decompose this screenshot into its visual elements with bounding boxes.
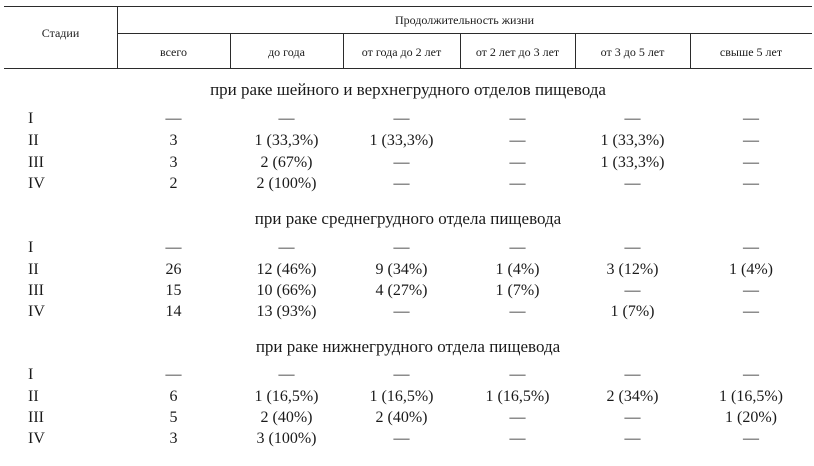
header-col-1-2y: от года до 2 лет	[361, 45, 442, 59]
stage-label: IV	[28, 430, 45, 447]
table-cell: 13 (93%)	[256, 303, 317, 320]
table-cell: 3 (100%)	[256, 430, 317, 447]
stage-label: I	[28, 110, 34, 127]
table-cell: —	[509, 366, 526, 383]
table-cell: 1 (20%)	[725, 409, 777, 426]
stage-label: II	[28, 261, 39, 278]
header-bottom-rule	[4, 68, 812, 69]
stage-label: I	[28, 239, 34, 256]
table-cell: —	[624, 175, 641, 192]
table-cell: —	[393, 366, 410, 383]
section-title: при раке нижнегрудного отдела пищевода	[255, 337, 561, 356]
section-title: при раке среднегрудного отдела пищевода	[254, 209, 562, 228]
table-cell: —	[743, 175, 759, 192]
table-cell: 1 (16,5%)	[485, 388, 550, 405]
table-cell: 4 (27%)	[375, 282, 428, 299]
table-cell: —	[743, 239, 759, 256]
header-col-under-1y: до года	[268, 45, 305, 59]
table-cell: —	[393, 430, 410, 447]
table-cell: —	[278, 239, 295, 256]
table-cell: 12 (46%)	[256, 261, 317, 278]
table-cell: 1 (16,5%)	[254, 388, 319, 405]
header-lifespan-group: Продолжительность жизни	[394, 13, 535, 27]
table-cell: —	[624, 239, 641, 256]
table-cell: 3	[169, 132, 178, 149]
table-cell: 1 (33,3%)	[600, 132, 665, 149]
table-cell: —	[509, 239, 526, 256]
stage-label: IV	[28, 175, 45, 192]
table-cell: 1 (33,3%)	[254, 132, 319, 149]
table-cell: 26	[165, 261, 182, 278]
header-stages: Стадии	[41, 26, 80, 40]
table-cell: 15	[165, 282, 182, 299]
table-cell: 2 (34%)	[606, 388, 659, 405]
table-cell: 1 (16,5%)	[369, 388, 434, 405]
table-cell: —	[509, 132, 526, 149]
table-cell: —	[393, 239, 410, 256]
table-cell: —	[743, 430, 759, 447]
table-cell: 3	[169, 430, 178, 447]
header-mid-rule	[117, 33, 812, 34]
table-cell: —	[743, 110, 759, 127]
table-cell: 14	[165, 303, 182, 320]
stage-label: II	[28, 132, 39, 149]
table-cell: 5	[169, 409, 178, 426]
stage-label: I	[28, 366, 34, 383]
table-cell: 2 (67%)	[260, 154, 313, 171]
table-cell: 3 (12%)	[606, 261, 659, 278]
stage-label: IV	[28, 303, 45, 320]
table-cell: —	[624, 366, 641, 383]
table-cell: 10 (66%)	[256, 282, 317, 299]
table-cell: —	[509, 110, 526, 127]
stage-label: III	[28, 154, 44, 171]
table-cell: —	[393, 154, 410, 171]
table-cell: —	[624, 110, 641, 127]
table-cell: 1 (33,3%)	[369, 132, 434, 149]
table-cell: —	[393, 175, 410, 192]
table-cell: —	[743, 282, 759, 299]
table-cell: —	[509, 430, 526, 447]
table-cell: —	[509, 175, 526, 192]
table-cell: —	[165, 239, 182, 256]
table-cell: 1 (4%)	[495, 261, 540, 278]
table-cell: 2 (40%)	[375, 409, 428, 426]
section-title: при раке шейного и верхнегрудного отделов пищевода	[210, 80, 606, 99]
table-cell: 1 (16,5%)	[719, 388, 783, 405]
table-cell: —	[624, 409, 641, 426]
header-col-2-3y: от 2 лет до 3 лет	[475, 45, 560, 59]
stage-label: II	[28, 388, 39, 405]
table-cell: 9 (34%)	[375, 261, 428, 278]
table-cell: 2	[169, 175, 178, 192]
table-cell: —	[509, 154, 526, 171]
stage-label: III	[28, 282, 44, 299]
table-cell: —	[165, 110, 182, 127]
table-cell: 1 (33,3%)	[600, 154, 665, 171]
table-cell: —	[743, 132, 759, 149]
table-cell: —	[624, 282, 641, 299]
header-col-over-5y: свыше 5 лет	[719, 45, 783, 59]
table-cell: 3	[169, 154, 178, 171]
table-cell: 6	[169, 388, 178, 405]
table-cell: —	[743, 154, 759, 171]
table-cell: 1 (4%)	[729, 261, 773, 278]
table-cell: 2 (40%)	[260, 409, 313, 426]
table-cell: —	[165, 366, 182, 383]
stage-label: III	[28, 409, 44, 426]
table-cell: —	[624, 430, 641, 447]
header-top-rule	[4, 6, 812, 7]
table-cell: —	[278, 366, 295, 383]
header-col-3-5y: от 3 до 5 лет	[600, 45, 665, 59]
table-cell: —	[393, 110, 410, 127]
table-cell: —	[393, 303, 410, 320]
table-cell: —	[743, 303, 759, 320]
table-cell: —	[509, 409, 526, 426]
table-cell: —	[743, 366, 759, 383]
table-cell: 2 (100%)	[256, 175, 317, 192]
table-cell: —	[509, 303, 526, 320]
header-col-total: всего	[159, 45, 188, 59]
table-cell: 1 (7%)	[610, 303, 655, 320]
table-cell: —	[278, 110, 295, 127]
table-cell: 1 (7%)	[495, 282, 540, 299]
